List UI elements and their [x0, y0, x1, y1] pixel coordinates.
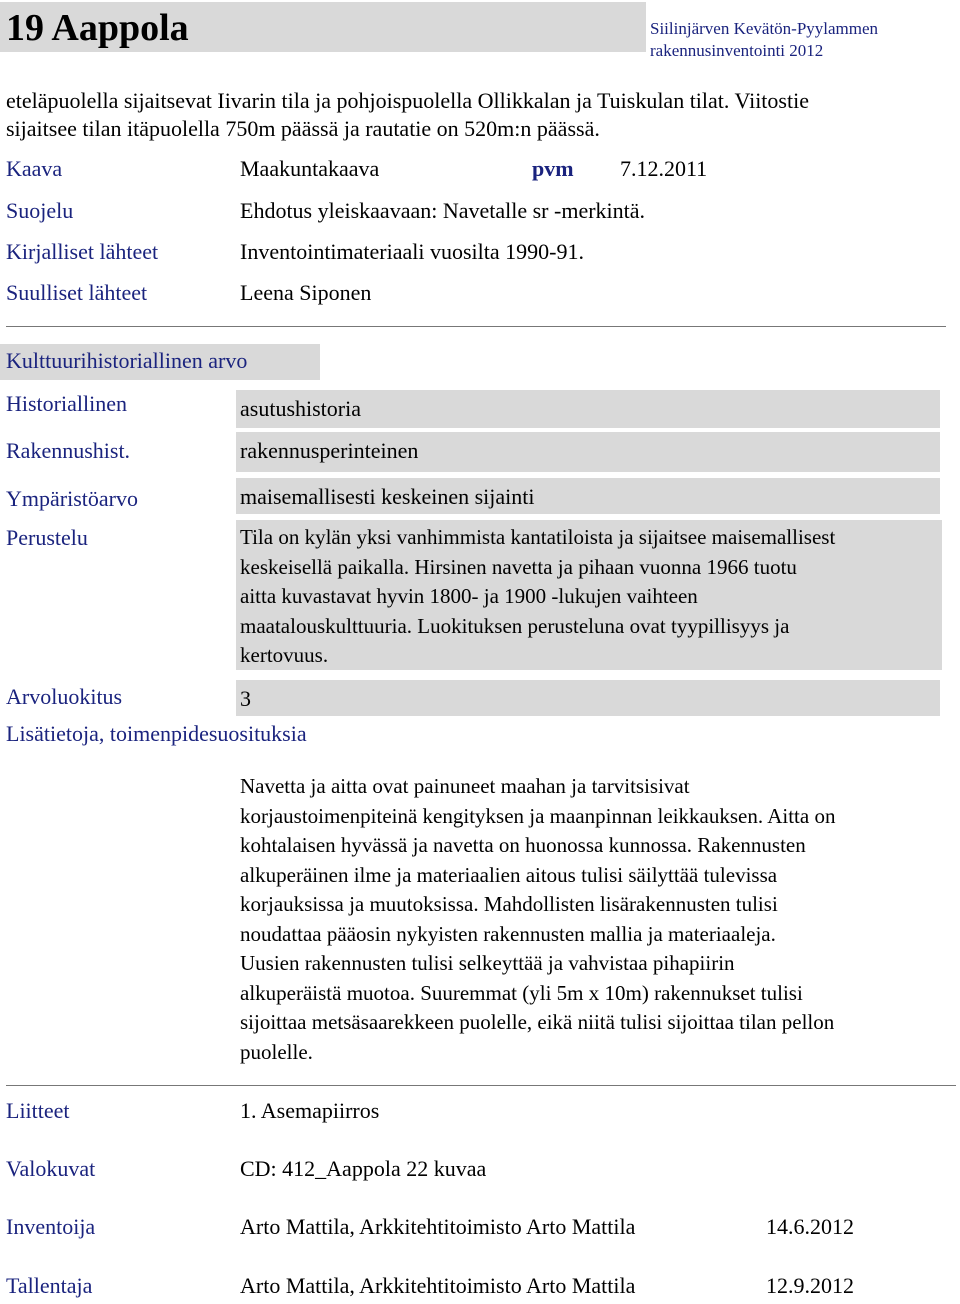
inventoija-date: 14.6.2012	[766, 1214, 854, 1239]
valokuvat-label: Valokuvat	[6, 1156, 96, 1181]
inventoija-value: Arto Mattila, Arkkitehtitoimisto Arto Mattila	[240, 1214, 636, 1239]
arvoluokitus-label: Arvoluokitus	[6, 684, 123, 709]
inventoija-label: Inventoija	[6, 1214, 96, 1239]
section-title: Kulttuurihistoriallinen arvo	[6, 348, 248, 373]
suulliset-lahteet-value: Leena Siponen	[240, 280, 372, 305]
project-name-line-1: Siilinjärven Kevätön-Pyylammen	[650, 19, 879, 38]
suojelu-value: Ehdotus yleiskaavaan: Navetalle sr -merkintä.	[240, 198, 646, 223]
historiallinen-label: Historiallinen	[6, 391, 127, 416]
kaava-value: Maakuntakaava	[240, 156, 380, 181]
pvm-label: pvm	[532, 156, 574, 181]
historiallinen-value: asutushistoria	[240, 396, 361, 421]
arvoluokitus-box	[236, 680, 940, 716]
valokuvat-value: CD: 412_Aappola 22 kuvaa	[240, 1156, 487, 1181]
lisatietoja-line: korjaustoimenpiteinä kengityksen ja maanpinnan leikkauksen. Aitta on	[240, 803, 836, 828]
perustelu-line: kertovuus.	[240, 643, 329, 667]
lisatietoja-text	[240, 772, 956, 1067]
tallentaja-label: Tallentaja	[6, 1273, 93, 1298]
suulliset-lahteet-label: Suulliset lähteet	[6, 280, 148, 305]
lisatietoja-line: sijoittaa metsäsaarekkeen puolelle, eikä niitä tulisi sijoittaa tilan pellon	[240, 1010, 835, 1034]
perustelu-text	[240, 523, 942, 671]
kirjalliset-lahteet-label: Kirjalliset lähteet	[6, 239, 159, 264]
liitteet-label: Liitteet	[6, 1098, 70, 1123]
liitteet-value: 1. Asemapiirros	[240, 1098, 380, 1123]
page-title: 19 Aappola	[6, 7, 189, 49]
intro-line-2: sijaitsee tilan itäpuolella 750m päässä ja rautatie on 520m:n päässä.	[6, 116, 600, 141]
suojelu-label: Suojelu	[6, 198, 74, 223]
perustelu-line: maatalouskulttuuria. Luokituksen perusteluna ovat tyypillisyys ja	[240, 613, 790, 638]
section-header-box	[0, 344, 320, 380]
ymparistoarvo-value: maisemallisesti keskeinen sijainti	[240, 484, 535, 509]
divider	[6, 326, 946, 327]
rakennushist-label: Rakennushist.	[6, 438, 131, 463]
rakennushist-value: rakennusperinteinen	[240, 438, 419, 463]
tallentaja-value: Arto Mattila, Arkkitehtitoimisto Arto Mattila	[240, 1273, 636, 1298]
lisatietoja-label: Lisätietoja, toimenpidesuosituksia	[6, 721, 307, 746]
divider	[6, 1085, 956, 1086]
arvoluokitus-value: 3	[240, 686, 251, 711]
title-box	[0, 2, 646, 52]
perustelu-line: aitta kuvastavat hyvin 1800- ja 1900 -lukujen vaihteen	[240, 584, 698, 608]
lisatietoja-line: alkuperäinen ilme ja materiaalien aitous tulisi säilyttää tulevissa	[240, 862, 778, 887]
lisatietoja-line: alkuperäistä muotoa. Suuremmat (yli 5m x 10m) rakennukset tulisi	[240, 980, 803, 1005]
intro-line-1: eteläpuolella sijaitsevat Iivarin tila ja pohjoispuolella Ollikkalan ja Tuiskulan tilat. Viitostie	[6, 88, 809, 113]
perustelu-line: Tila on kylän yksi vanhimmista kantatiloista ja sijaitsee maisemallisest	[240, 525, 836, 549]
project-name-line-2: rakennusinventointi 2012	[650, 41, 824, 60]
kaava-label: Kaava	[6, 156, 63, 181]
lisatietoja-line: puolelle.	[240, 1039, 313, 1064]
kirjalliset-lahteet-value: Inventointimateriaali vuosilta 1990-91.	[240, 239, 584, 264]
perustelu-line: keskeisellä paikalla. Hirsinen navetta ja pihaan vuonna 1966 tuotu	[240, 554, 797, 579]
lisatietoja-line: noudattaa pääosin nykyisten rakennusten mallia ja materiaaleja.	[240, 921, 776, 946]
perustelu-label: Perustelu	[6, 525, 88, 550]
lisatietoja-line: Navetta ja aitta ovat painuneet maahan ja tarvitsisivat	[240, 774, 690, 798]
lisatietoja-line: korjauksissa ja muutoksissa. Mahdollisten lisärakennusten tulisi	[240, 892, 778, 916]
tallentaja-date: 12.9.2012	[766, 1273, 854, 1298]
lisatietoja-line: kohtalaisen hyvässä ja navetta on huonossa kunnossa. Rakennusten	[240, 833, 806, 857]
pvm-value: 7.12.2011	[620, 156, 708, 181]
ymparistoarvo-label: Ympäristöarvo	[6, 486, 138, 511]
lisatietoja-line: Uusien rakennusten tulisi selkeyttää ja vahvistaa pihapiirin	[240, 951, 735, 975]
